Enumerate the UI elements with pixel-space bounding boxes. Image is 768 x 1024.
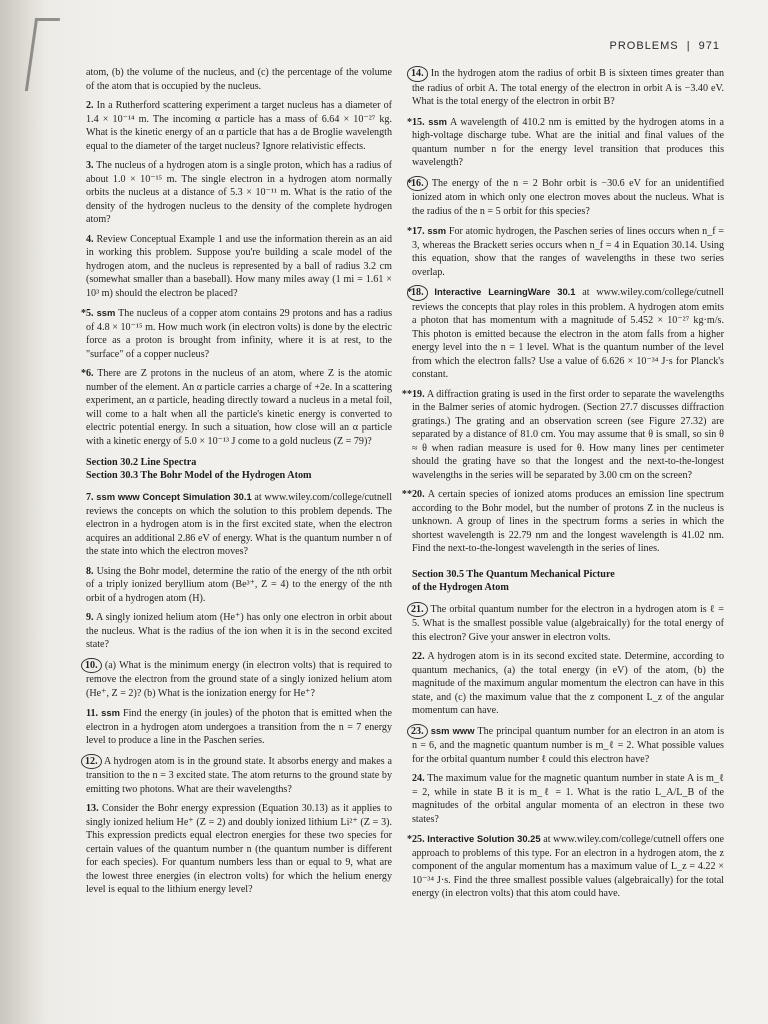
difficulty-stars: * [406, 226, 412, 237]
problem-number: 13. [86, 803, 99, 814]
problem-item [86, 99, 392, 153]
problem-text: The nucleus of a copper atom contains 29 protons and has a radius of 4.8 × 10⁻¹⁵ m. How much work (in electron volts) is done by the electric force as a proton is brought from infinity, where it is at rest, to the "surface" of a copper nucleus? [86, 308, 393, 360]
problem-text: A hydrogen atom is in its second excited state. Determine, according to quantum mechanics, (a) the total energy (in eV) of the atom, (b) the magnitude of the maximum angular momentum the electron can have in this state, and (c) the maximum value that the z component L_z of the angular momentum can have. [412, 651, 725, 716]
difficulty-stars: * [406, 834, 412, 845]
resource-tag: Interactive Solution 30.25 [427, 833, 541, 844]
problem-number: 24. [412, 773, 425, 784]
circled-problem-number: 23. [407, 724, 428, 740]
problem-item [86, 658, 392, 701]
problem-text: atom, (b) the volume of the nucleus, and (c) the percentage of the volume of the atom that is occupied by the nucleus. [86, 67, 392, 92]
problem-text: A certain species of ionized atoms produces an emission line spectrum according to the Bohr model, but the number of protons Z in the nucleus is unknown. A group of lines in the spectrum forms a series in which the shortest wavelength is 22.79 nm and the longest wavelength is 41.02 nm. Find the next-to-the-longest wavelength in the series of lines. [412, 489, 725, 554]
problem-text: For atomic hydrogen, the Paschen series of lines occurs when n_f = 3, whereas the Brackett series occurs when n_f = 4 in Equation 30.14. Using this equation, show that the ranges of wavelengths in these two series overlap. [412, 226, 724, 278]
problem-number: 9. [86, 612, 94, 623]
problem-list-right-b [406, 602, 725, 901]
problem-number: 2. [86, 100, 94, 111]
problem-item [86, 233, 392, 301]
circled-problem-number: 21. [407, 602, 428, 618]
circled-problem-number: 10. [81, 658, 102, 674]
problem-item [86, 802, 392, 897]
resource-tag: ssm [428, 115, 447, 127]
problem-number: 20. [412, 489, 425, 500]
header-separator: | [686, 40, 691, 52]
problem-text: A wavelength of 410.2 nm is emitted by the hydrogen atoms in a high-voltage discharge tube. What are the initial and final values of the quantum number n for the energy level transition that produces this wavelength? [412, 116, 724, 168]
problem-text: (a) What is the minimum energy (in electron volts) that is required to remove the electron from the ground state of a singly ionized helium atom (He⁺, Z = 2)? (b) What is the ionization energy for He⁺? [86, 659, 392, 699]
problem-text: The orbital quantum number for the electron in a hydrogen atom is ℓ = 5. What is the smallest possible value (algebraically) for the total energy of this electron? Give your answer in electron volts. [412, 603, 724, 643]
difficulty-stars: * [80, 308, 86, 319]
problem-item [80, 306, 393, 361]
problem-item [86, 706, 392, 748]
problem-item [401, 488, 725, 556]
problem-number: 6. [86, 368, 94, 379]
resource-tag: ssm [101, 707, 120, 718]
problem-text: Consider the Bohr energy expression (Equation 30.13) as it applies to singly ionized helium He⁺ (Z = 2) and doubly ionized lithium Li²⁺ (Z = 3). This expression predicts equal electron energies for these two species for certain values of the quantum number n (the quantum number is different for each species). For quantum numbers less than or equal to 9, what are the lowest three energies (in electron volts) for which the helium energy level is equal to the lithium energy level? [86, 803, 392, 895]
problem-number: 4. [86, 233, 94, 245]
difficulty-stars: * [80, 368, 86, 379]
section-label: PROBLEMS [609, 40, 679, 52]
problem-number: 17. [412, 226, 425, 237]
difficulty-stars: * [406, 116, 412, 128]
problem-item [406, 176, 725, 219]
problem-text: at www.wiley.com/college/cutnell reviews the concepts on which the solution to this problem depends. The electron in a hydrogen atom is in the first excited state, when the electron acquires an additional 2.86 eV of energy. What is the quantum number n of the state into which the electron moves? [86, 492, 392, 557]
problem-item [86, 565, 392, 606]
circled-problem-number: 12. [81, 754, 102, 770]
problem-number: 11. [86, 708, 99, 719]
problem-list-right-a [401, 66, 725, 556]
problem-item [412, 772, 724, 826]
resource-tag: ssm [427, 225, 447, 236]
problem-item [412, 66, 724, 109]
problem-item [86, 754, 392, 797]
circled-problem-number: 14. [407, 66, 428, 82]
page-number: 971 [698, 40, 720, 52]
section-heading-line-2: of the Hydrogen Atom [412, 581, 509, 593]
problem-number: 8. [86, 565, 94, 577]
problem-number: 5. [86, 308, 94, 319]
problem-text: A singly ionized helium atom (He⁺) has only one electron in orbit about the nucleus. What is the radius of the ion when it is in the second excited state? [86, 612, 392, 650]
problem-item [406, 115, 724, 170]
problem-item [412, 602, 724, 645]
problem-item [406, 832, 724, 901]
problem-text: The principal quantum number for an electron in an atom is n = 6, and the magnetic quantum number is m_ℓ = 2. What possible values for the orbital quantum number ℓ could this electron have? [412, 725, 725, 765]
problem-text: Find the energy (in joules) of the photon that is emitted when the electron in a hydrogen atom undergoes a transition from the n = 7 energy level to produce a line in the Paschen series. [86, 708, 392, 746]
problem-text: The nucleus of a hydrogen atom is a single proton, which has a radius of about 1.0 × 10⁻¹⁵ m. The single electron in a hydrogen atom normally orbits the nucleus at a distance of 5.3 × 10⁻¹¹ m. What is the ratio of the density of the hydrogen nucleus to the density of the complete hydrogen atom? [86, 160, 392, 225]
problem-item [406, 224, 724, 279]
problem-text: The energy of the n = 2 Bohr orbit is −30.6 eV for an unidentified ionized atom in which only one electron moves about the nucleus. What is the radius of the n = 5 orbit for this species? [412, 177, 725, 217]
problem-list-left-a [80, 66, 393, 448]
problem-item [412, 724, 724, 767]
problem-item [401, 388, 724, 483]
problem-text: In a Rutherford scattering experiment a target nucleus has a diameter of 1.4 × 10⁻¹⁴ m. The incoming α particle has a mass of 6.64 × 10⁻²⁷ kg. What is the kinetic energy of an α particle that has a de Broglie wavelength equal to the diameter of the target nucleus? Ignore relativistic effects. [86, 100, 392, 152]
problem-number: 25. [412, 834, 425, 845]
resource-tag: ssm [96, 307, 116, 318]
difficulty-stars: * [406, 287, 412, 298]
problem-text: at www.wiley.com/college/cutnell reviews the concepts that play roles in this problem. A hydrogen atom emits a photon that has momentum with a magnitude of 5.452 × 10⁻²⁷ kg·m/s. This photon is emitted because the electron in the atom falls from a higher energy level into the n = 1 level. What is the quantum number of the level from which the electron falls? Use a value of 6.626 × 10⁻³⁴ J·s for Planck's constant. [412, 287, 724, 380]
right-column [401, 66, 725, 907]
running-head [610, 40, 720, 52]
section-heading-line-spectra [86, 456, 392, 482]
problem-text: Using the Bohr model, determine the ratio of the energy of the nth orbit of a triply ionized beryllium atom (Be³⁺, Z = 4) to the energy of the nth orbit of a hydrogen atom (H). [86, 565, 392, 604]
resource-tag: ssm www [430, 724, 475, 736]
problem-item [406, 285, 724, 382]
section-heading-line-2: Section 30.3 The Bohr Model of the Hydrogen Atom [86, 470, 312, 481]
section-heading-line-1: Section 30.2 Line Spectra [86, 457, 197, 468]
problem-item [86, 490, 392, 559]
problem-text: A hydrogen atom is in the ground state. It absorbs energy and makes a transition to the n = 3 excited state. The atom returns to the ground state by emitting two photons. What are their wavelengths? [86, 755, 393, 795]
page-binding-shadow [0, 0, 46, 1024]
problem-text: There are Z protons in the nucleus of an atom, where Z is the atomic number of the element. An α particle carries a charge of +2e. In a scattering experiment, an α particle, heading directly toward a nucleus in a metal foil, will come to a halt when all the particle's kinetic energy is converted to electric potential energy. In such a situation, how close will an α particle with a kinetic energy of 5.0 × 10⁻¹³ J come to a gold nucleus (Z = 79)? [86, 368, 392, 447]
difficulty-stars: * [406, 177, 412, 189]
problem-text: The maximum value for the magnetic quantum number in state A is m_ℓ = 2, while in state B it is m_ℓ = 1. What is the ratio L_A/L_B of the magnitudes of the orbital angular momenta of an electron in these two states? [412, 773, 724, 825]
problem-number: 19. [412, 388, 425, 400]
problem-number: 15. [412, 116, 425, 128]
problem-text: A diffraction grating is used in the first order to separate the wavelengths in the Balmer series of atomic hydrogen. (Section 27.7 discusses diffraction gratings.) The grating and an observation screen (see Figure 27.32) are separated by a distance of 81.0 cm. You may assume that θ is small, so sin θ ≈ θ when radian measure is used for θ. How many lines per centimeter should the grating have so that the longest and the next-to-the-longest wavelengths in the series will be separated by 3.00 cm on the screen? [412, 388, 724, 481]
section-heading-line-1: Section 30.5 The Quantum Mechanical Picture [412, 568, 615, 580]
problem-item [412, 650, 724, 718]
problem-text: Review Conceptual Example 1 and use the information therein as an aid in working this problem. Suppose you're building a scale model of the hydrogen atom, and the nucleus is represented by a ball of radius 3.2 cm (somewhat smaller than a baseball). How many miles away (1 mi = 1.61 × 10³ m) should the electron be placed? [86, 233, 392, 299]
problem-text: at www.wiley.com/college/cutnell offers one approach to problems of this type. For an electron in a hydrogen atom, the z component of the angular momentum has a maximum value of L_z = 4.22 × 10⁻³⁴ J·s. Find the three smallest possible values (algebraically) for the total energy (in electron volts) that this atom could have. [412, 834, 724, 899]
resource-tag: ssm www Concept Simulation 30.1 [96, 491, 252, 502]
problem-text: In the hydrogen atom the radius of orbit B is sixteen times greater than the radius of orbit A. The total energy of the electron in orbit A is −3.40 eV. What is the total energy of the electron in orbit B? [412, 68, 724, 107]
problem-item [86, 611, 392, 652]
problem-list-left-b [86, 490, 392, 897]
problem-item [86, 66, 392, 93]
problem-number: 22. [412, 651, 425, 662]
circled-problem-number: 16. [407, 176, 428, 192]
circled-problem-number: 18. [407, 285, 428, 301]
resource-tag: Interactive LearningWare 30.1 [434, 286, 576, 297]
difficulty-stars: ** [401, 388, 412, 400]
left-column [80, 66, 393, 903]
problem-item [86, 159, 392, 227]
problem-number: 3. [86, 160, 94, 171]
problem-item [80, 367, 392, 448]
section-heading-quantum [412, 568, 724, 594]
difficulty-stars: ** [401, 489, 412, 500]
problem-number: 7. [86, 492, 94, 503]
